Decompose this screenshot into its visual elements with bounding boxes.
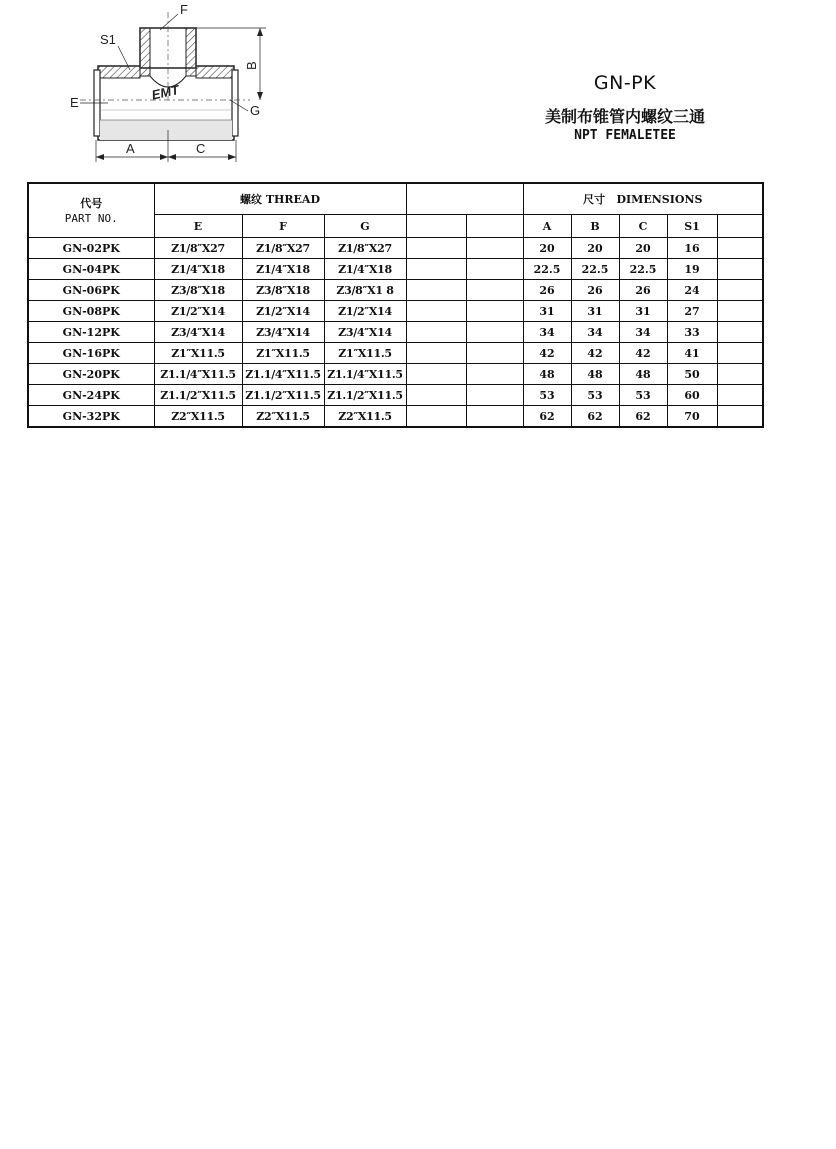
- label-b: B: [244, 61, 259, 70]
- cell-blank: [466, 280, 523, 301]
- cell-thread-e: Z3/8″X18: [154, 280, 242, 301]
- cell-dim-b: 48: [571, 364, 619, 385]
- cell-dim-c: 34: [619, 322, 667, 343]
- cell-thread-e: Z1″X11.5: [154, 343, 242, 364]
- cell-blank: [406, 301, 466, 322]
- table-row: [28, 238, 763, 259]
- cell-dim-s1: 41: [667, 343, 717, 364]
- cell-blank: [406, 343, 466, 364]
- col-f: F: [242, 215, 324, 238]
- cell-dim-a: 62: [523, 406, 571, 428]
- cell-dim-b: 62: [571, 406, 619, 428]
- col-a: A: [523, 215, 571, 238]
- cell-thread-f: Z2″X11.5: [242, 406, 324, 428]
- header-dim-en: DIMENSIONS: [616, 193, 703, 206]
- model-code: GN-PK: [593, 72, 657, 94]
- cell-dim-a: 34: [523, 322, 571, 343]
- cell-blank: [466, 406, 523, 428]
- cell-dim-c: 22.5: [619, 259, 667, 280]
- cell-blank: [406, 385, 466, 406]
- cell-thread-g: Z1.1/4″X11.5: [324, 364, 406, 385]
- col-blank-1: [406, 215, 466, 238]
- header-dim-cn: 尺寸: [583, 193, 605, 206]
- col-blank-3: [717, 215, 763, 238]
- cell-dim-c: 62: [619, 406, 667, 428]
- cell-blank: [466, 343, 523, 364]
- cell-thread-g: Z1/4″X18: [324, 259, 406, 280]
- cell-dim-c: 48: [619, 364, 667, 385]
- cell-dim-c: 53: [619, 385, 667, 406]
- cell-blank: [406, 259, 466, 280]
- cell-part-no: GN-24PK: [28, 385, 154, 406]
- cell-dim-s1: 19: [667, 259, 717, 280]
- cell-thread-e: Z3/4″X14: [154, 322, 242, 343]
- cell-dim-s1: 50: [667, 364, 717, 385]
- table-row: [28, 406, 763, 428]
- cell-dim-a: 53: [523, 385, 571, 406]
- header-dimensions: [523, 183, 763, 215]
- cell-dim-a: 48: [523, 364, 571, 385]
- table-row: [28, 301, 763, 322]
- label-g: G: [250, 103, 261, 118]
- cell-dim-s1: 27: [667, 301, 717, 322]
- cell-thread-f: Z3/8″X18: [242, 280, 324, 301]
- cell-thread-e: Z1/8″X27: [154, 238, 242, 259]
- header-row-1: [28, 183, 763, 215]
- table-row: [28, 259, 763, 280]
- header-code-en: PART NO.: [64, 211, 118, 225]
- cell-thread-e: Z2″X11.5: [154, 406, 242, 428]
- header-part-no: [28, 183, 154, 238]
- cell-dim-b: 34: [571, 322, 619, 343]
- cell-dim-s1: 16: [667, 238, 717, 259]
- label-a: A: [126, 141, 135, 156]
- cell-blank: [717, 322, 763, 343]
- cell-blank: [406, 364, 466, 385]
- cell-thread-g: Z1″X11.5: [324, 343, 406, 364]
- table-row: [28, 364, 763, 385]
- cell-part-no: GN-32PK: [28, 406, 154, 428]
- table-row: [28, 343, 763, 364]
- cell-thread-g: Z2″X11.5: [324, 406, 406, 428]
- brand-mark: EMT: [150, 82, 181, 103]
- cell-thread-e: Z1/2″X14: [154, 301, 242, 322]
- cell-thread-g: Z1/8″X27: [324, 238, 406, 259]
- label-c: C: [196, 141, 206, 156]
- cell-thread-g: Z1.1/2″X11.5: [324, 385, 406, 406]
- cell-part-no: GN-02PK: [28, 238, 154, 259]
- cell-blank: [466, 259, 523, 280]
- header-blank: [406, 183, 523, 215]
- cell-part-no: GN-12PK: [28, 322, 154, 343]
- label-e: E: [70, 95, 79, 110]
- cell-blank: [466, 385, 523, 406]
- cell-part-no: GN-06PK: [28, 280, 154, 301]
- cell-dim-b: 42: [571, 343, 619, 364]
- cell-part-no: GN-20PK: [28, 364, 154, 385]
- col-blank-2: [466, 215, 523, 238]
- cell-thread-f: Z1.1/4″X11.5: [242, 364, 324, 385]
- header-code-cn: 代号: [80, 196, 103, 210]
- tee-fitting-drawing: [60, 0, 280, 170]
- col-b: B: [571, 215, 619, 238]
- cell-thread-e: Z1.1/2″X11.5: [154, 385, 242, 406]
- cell-dim-s1: 24: [667, 280, 717, 301]
- cell-blank: [717, 238, 763, 259]
- col-e: E: [154, 215, 242, 238]
- cell-dim-a: 22.5: [523, 259, 571, 280]
- cell-dim-b: 20: [571, 238, 619, 259]
- header-thread: 螺纹 THREAD: [154, 183, 406, 215]
- cell-blank: [466, 238, 523, 259]
- cell-dim-s1: 60: [667, 385, 717, 406]
- label-f: F: [180, 2, 188, 17]
- cell-dim-b: 22.5: [571, 259, 619, 280]
- cell-thread-g: Z1/2″X14: [324, 301, 406, 322]
- cell-blank: [717, 259, 763, 280]
- cell-blank: [717, 343, 763, 364]
- cell-dim-s1: 33: [667, 322, 717, 343]
- cell-dim-c: 20: [619, 238, 667, 259]
- cell-dim-a: 31: [523, 301, 571, 322]
- col-g: G: [324, 215, 406, 238]
- cell-thread-e: Z1/4″X18: [154, 259, 242, 280]
- cell-dim-b: 53: [571, 385, 619, 406]
- table-row: [28, 385, 763, 406]
- cell-dim-c: 26: [619, 280, 667, 301]
- cell-blank: [466, 301, 523, 322]
- cell-dim-a: 20: [523, 238, 571, 259]
- cell-thread-f: Z1.1/2″X11.5: [242, 385, 324, 406]
- cell-blank: [466, 322, 523, 343]
- product-name-cn: 美制布锥管内螺纹三通: [544, 107, 705, 126]
- cell-dim-b: 31: [571, 301, 619, 322]
- cell-part-no: GN-08PK: [28, 301, 154, 322]
- cell-blank: [717, 385, 763, 406]
- spec-table: [27, 182, 764, 428]
- cell-dim-c: 42: [619, 343, 667, 364]
- cell-thread-g: Z3/8″X1 8: [324, 280, 406, 301]
- cell-blank: [406, 322, 466, 343]
- cell-thread-f: Z3/4″X14: [242, 322, 324, 343]
- cell-thread-f: Z1/4″X18: [242, 259, 324, 280]
- cell-dim-s1: 70: [667, 406, 717, 428]
- label-s1: S1: [100, 32, 116, 47]
- cell-part-no: GN-04PK: [28, 259, 154, 280]
- cell-dim-b: 26: [571, 280, 619, 301]
- cell-blank: [717, 280, 763, 301]
- cell-thread-e: Z1.1/4″X11.5: [154, 364, 242, 385]
- cell-blank: [717, 301, 763, 322]
- cell-thread-f: Z1″X11.5: [242, 343, 324, 364]
- cell-blank: [406, 280, 466, 301]
- cell-part-no: GN-16PK: [28, 343, 154, 364]
- cell-dim-c: 31: [619, 301, 667, 322]
- product-name-en: NPT FEMALETEE: [574, 128, 676, 143]
- cell-blank: [717, 364, 763, 385]
- cell-blank: [717, 406, 763, 428]
- cell-thread-f: Z1/2″X14: [242, 301, 324, 322]
- cell-dim-a: 26: [523, 280, 571, 301]
- table-row: [28, 280, 763, 301]
- table-row: [28, 322, 763, 343]
- title-block: [520, 72, 730, 143]
- cell-blank: [466, 364, 523, 385]
- col-c: C: [619, 215, 667, 238]
- cell-thread-g: Z3/4″X14: [324, 322, 406, 343]
- cell-blank: [406, 406, 466, 428]
- cell-thread-f: Z1/8″X27: [242, 238, 324, 259]
- cell-blank: [406, 238, 466, 259]
- col-s1: S1: [667, 215, 717, 238]
- cell-dim-a: 42: [523, 343, 571, 364]
